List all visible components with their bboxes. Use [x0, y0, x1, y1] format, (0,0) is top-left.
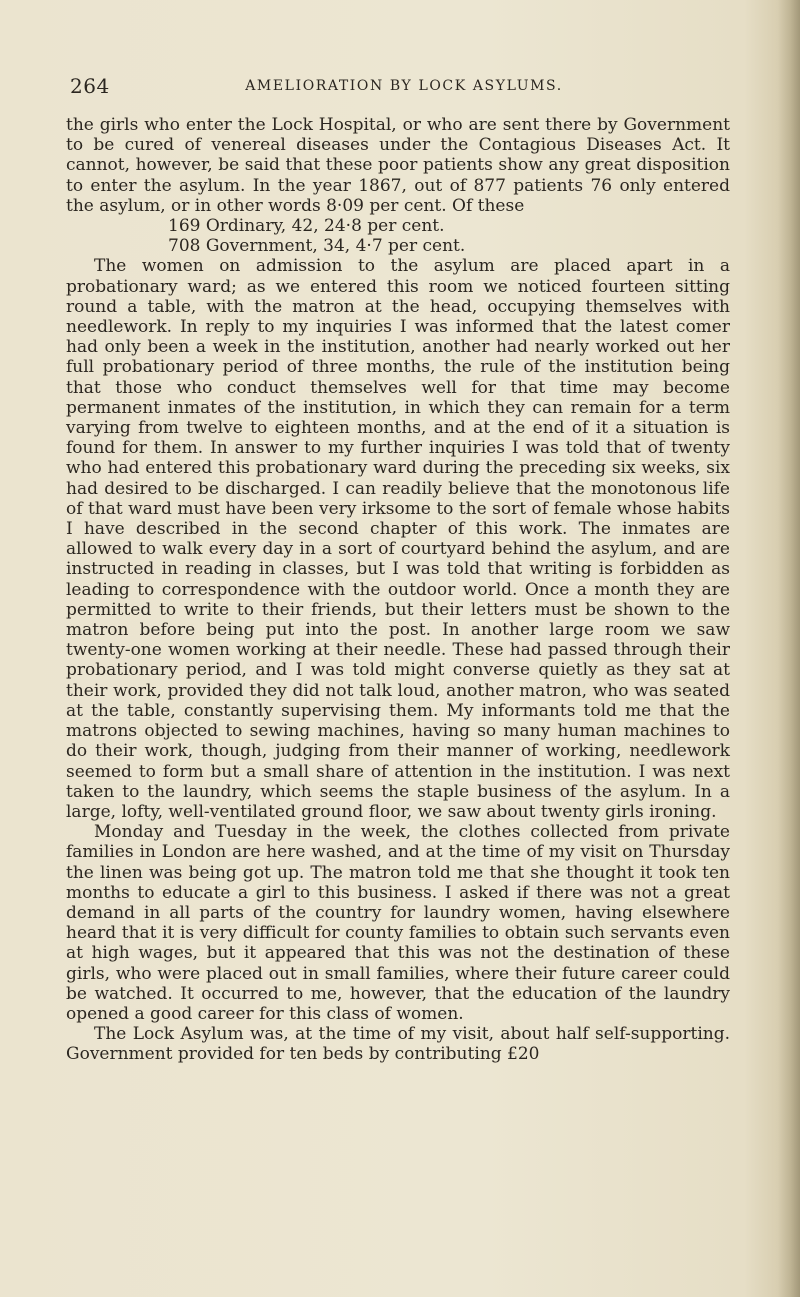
statistic-line-government: 708 Government, 34, 4·7 per cent. — [168, 236, 466, 257]
statistic-line-ordinary: 169 Ordinary, 42, 24·8 per cent. — [168, 216, 445, 237]
body-text — [66, 115, 730, 1065]
paragraph-probationary-ward: The women on admission to the asylum are placed apart in a probationary ward; as we entered this room we noticed fourteen sitting round a table, with the matron at the head, occupying themselves with needlework. In reply to my inquiries I was informed that the latest comer had only been a week in the institution, another had nearly worked out her full probationary period of three months, the rule of the institution being that those who conduct themselves well for that time may become permanent inmates of the institution, in which they can remain for a term varying from twelve to eighteen months, and at the end of it a situation is found for them. In answer to my further inquiries I was told that of twenty who had entered this probationary ward during the preceding six weeks, six had desired to be discharged. I can readily believe that the monotonous life of that ward must have been very irksome to the sort of female whose habits I have described in the second chapter of this work. The inmates are allowed to walk every day in a sort of courtyard behind the asylum, and are instructed in reading in classes, but I was told that writing is forbidden as leading to correspondence with the outdoor world. Once a month they are permitted to write to their friends, but their letters must be shown to the matron before being put into the post. In another large room we saw twenty-one women working at their needle. These had passed through their probationary period, and I was told might converse quietly as they sat at their work, provided they did not talk loud, another matron, who was seated at the table, constantly supervising them. My informants told me that the matrons objected to sewing machines, having so many human machines to do their work, though, judging from their manner of working, needlework seemed to form but a small share of attention in the institution. I was next taken to the laundry, which seems the staple business of the asylum. In a large, lofty, well-ventilated ground floor, we saw about twenty girls ironing. — [66, 256, 730, 822]
page-number: 264 — [70, 74, 110, 98]
paragraph-laundry: Monday and Tuesday in the week, the clothes collected from private families in London are here washed, and at the time of my visit on Thursday the linen was being got up. The matron told me that she thought it took ten months to educate a girl to this business. I asked if there was not a great demand in all parts of the country for laundry women, having elsewhere heard that it is very difficult for county families to obtain such servants even at high wages, but it appeared that this was not the destination of these girls, who were placed out in small families, where their future career could be watched. It occurred to me, however, that the education of the laundry opened a good career for this class of women. — [66, 822, 730, 1024]
paragraph-self-supporting: The Lock Asylum was, at the time of my visit, about half self-supporting. Government provided for ten beds by contributing £20 — [66, 1024, 730, 1065]
paragraph-continued: the girls who enter the Lock Hospital, or who are sent there by Government to be cured of venereal diseases under the Contagious Diseases Act. It cannot, however, be said that these poor patients show any great disposition to enter the asylum. In the year 1867, out of 877 patients 76 only entered the asylum, or in other words 8·09 per cent. Of these — [66, 115, 730, 216]
page-header — [70, 74, 728, 98]
running-head: AMELIORATION BY LOCK ASYLUMS. — [245, 78, 563, 94]
page-edge-shadow — [778, 0, 800, 1297]
